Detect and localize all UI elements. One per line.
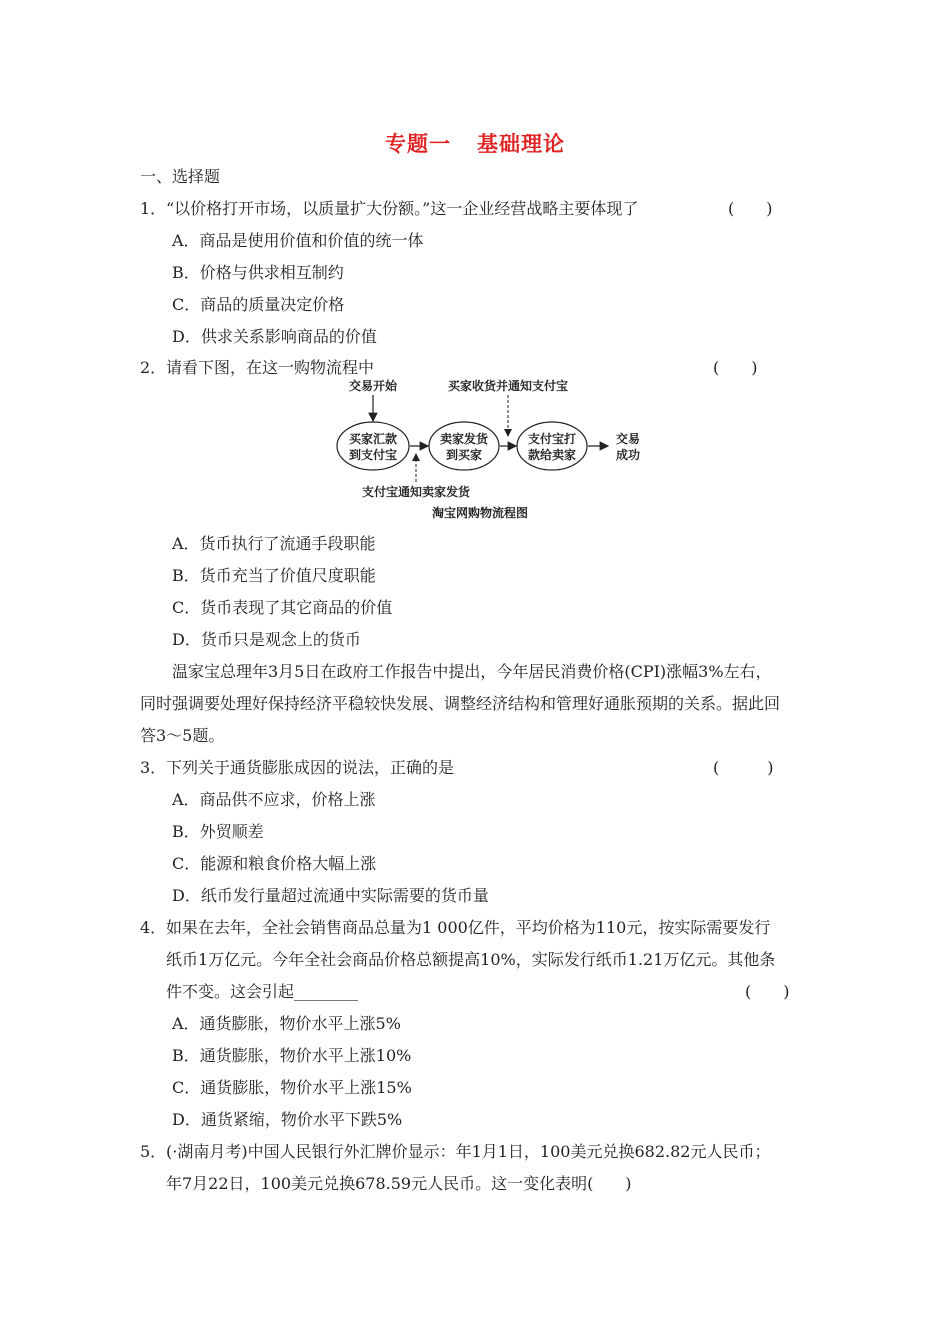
section-heading: 一、选择题 bbox=[140, 167, 221, 186]
question-4-line-1: 如果在去年，全社会销售商品总量为1 000亿件，平均价格为110元，按实际需要发行 bbox=[166, 918, 771, 937]
flow-end-line-2: 成功 bbox=[615, 448, 641, 462]
question-2-answer-paren: ( ) bbox=[713, 358, 758, 377]
question-3-number: 3． bbox=[140, 758, 167, 777]
question-4-option-a: A．通货膨胀，物价水平上涨5% bbox=[172, 1014, 401, 1033]
question-1-option-a: A．商品是使用价值和价值的统一体 bbox=[172, 231, 424, 250]
question-4-option-c: C．通货膨胀，物价水平上涨15% bbox=[172, 1078, 412, 1097]
question-1-answer-paren: ( ) bbox=[728, 199, 773, 218]
flowchart-caption: 淘宝网购物流程图 bbox=[431, 506, 529, 520]
question-4-line-2: 纸币1万亿元。今年全社会商品价格总额提高10%，实际发行纸币1.21万亿元。其他条 bbox=[166, 950, 776, 969]
flow-node-1-line-1: 买家汇款 bbox=[348, 432, 398, 446]
title-part-1: 专题一 bbox=[385, 131, 451, 156]
flow-start-label: 交易开始 bbox=[348, 379, 398, 393]
flow-node-1-line-2: 到支付宝 bbox=[348, 448, 398, 462]
flow-node-3-line-2: 款给卖家 bbox=[527, 448, 577, 462]
question-5-line-1: (·湖南月考)中国人民银行外汇牌价显示：年1月1日，100美元兑换682.82元人民币； bbox=[166, 1142, 771, 1161]
question-1-option-c: C．商品的质量决定价格 bbox=[172, 295, 345, 314]
question-4-option-d: D．通货紧缩，物价水平下跌5% bbox=[172, 1110, 403, 1129]
question-2-text: 请看下图，在这一购物流程中 bbox=[166, 358, 375, 377]
question-5-line-2: 年7月22日，100美元兑换678.59元人民币。这一变化表明( ) bbox=[166, 1174, 632, 1193]
question-4-line-3: 件不变。这会引起________ bbox=[166, 982, 359, 1001]
question-1-option-d: D．供求关系影响商品的价值 bbox=[172, 327, 377, 346]
flow-node-1 bbox=[337, 422, 409, 470]
question-2-option-b: B．货币充当了价值尺度职能 bbox=[172, 566, 376, 585]
flow-node-3-line-1: 支付宝打 bbox=[527, 432, 577, 446]
question-3-answer-paren: ( ) bbox=[713, 758, 774, 777]
passage-line-2: 同时强调要处理好保持经济平稳较快发展、调整经济结构和管理好通胀预期的关系。据此回 bbox=[140, 694, 781, 713]
question-3-option-c: C．能源和粮食价格大幅上涨 bbox=[172, 854, 377, 873]
question-3-option-d: D．纸币发行量超过流通中实际需要的货币量 bbox=[172, 886, 489, 905]
question-4-number: 4． bbox=[140, 918, 167, 937]
question-1-option-b: B．价格与供求相互制约 bbox=[172, 263, 344, 282]
flow-node-2-line-2: 到买家 bbox=[445, 448, 483, 462]
flow-node-3 bbox=[517, 422, 587, 470]
question-3-option-a: A．商品供不应求，价格上涨 bbox=[172, 790, 376, 809]
question-1-text: “以价格打开市场，以质量扩大份额。”这一企业经营战略主要体现了 bbox=[166, 199, 639, 218]
question-3-text: 下列关于通货膨胀成因的说法，正确的是 bbox=[166, 758, 455, 777]
flowchart-diagram bbox=[0, 0, 950, 540]
flow-node-2 bbox=[429, 422, 499, 470]
title-part-2: 基础理论 bbox=[477, 131, 565, 156]
passage-line-3: 答3～5题。 bbox=[140, 726, 225, 745]
flow-end-line-1: 交易 bbox=[615, 432, 641, 446]
passage-line-1: 温家宝总理年3月5日在政府工作报告中提出，今年居民消费价格(CPI)涨幅3%左右， bbox=[172, 662, 772, 681]
question-4-option-b: B．通货膨胀，物价水平上涨10% bbox=[172, 1046, 412, 1065]
flow-top-note: 买家收货并通知支付宝 bbox=[447, 379, 569, 393]
flow-bottom-note: 支付宝通知卖家发货 bbox=[361, 485, 471, 499]
question-1-number: 1． bbox=[140, 199, 167, 218]
question-2-option-d: D．货币只是观念上的货币 bbox=[172, 630, 361, 649]
question-2-option-a: A．货币执行了流通手段职能 bbox=[172, 534, 376, 553]
question-2-option-c: C．货币表现了其它商品的价值 bbox=[172, 598, 393, 617]
question-2-number: 2． bbox=[140, 358, 167, 377]
question-4-answer-paren: ( ) bbox=[745, 982, 790, 1001]
question-3-option-b: B．外贸顺差 bbox=[172, 822, 264, 841]
question-5 bbox=[140, 1141, 770, 1163]
flow-node-2-line-1: 卖家发货 bbox=[439, 432, 489, 446]
question-3 bbox=[140, 757, 454, 779]
question-4 bbox=[140, 917, 770, 939]
question-5-number: 5． bbox=[140, 1142, 167, 1161]
